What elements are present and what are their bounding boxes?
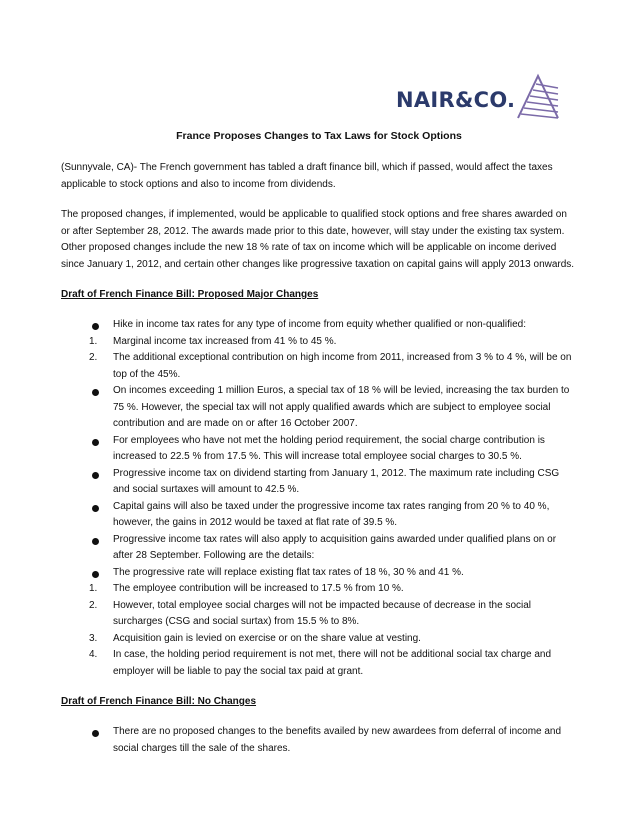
list-item (61, 598, 577, 631)
list-item-text: The progressive rate will replace existing flat tax rates of 18 %, 30 % and 41 %. (113, 566, 464, 578)
list-item-text: The additional exceptional contribution on high income from 2011, increased from 3 % to 4 %, will be on top of the 45%. (113, 352, 572, 380)
list-item (61, 724, 577, 757)
section-heading-no-changes: Draft of French Finance Bill: No Changes (61, 696, 257, 707)
bullet-icon (92, 571, 99, 578)
list-item (61, 631, 577, 648)
list-number: 4. (89, 649, 98, 660)
logo-mark-icon (514, 72, 562, 120)
bullet-icon (92, 389, 99, 396)
list-item-text: Acquisition gain is levied on exercise or on the share value at vesting. (113, 632, 421, 644)
intro-paragraph: (Sunnyvale, CA)- The French government has tabled a draft finance bill, which if passed, would affect the taxes applicable to stock options and also to income from dividends. (61, 162, 553, 190)
list-item-text: The employee contribution will be increased to 17.5 % from 10 %. (113, 583, 404, 594)
list-item-text: Marginal income tax increased from 41 % to 45 %. (113, 335, 337, 347)
no-changes-list (61, 724, 577, 757)
list-item-text: On incomes exceeding 1 million Euros, a special tax of 18 % will be levied, increasing the tax burden to 75 %. However, the special tax will not apply qualified awards which are subject to employee social contribution and are made on or after 16 October 2007. (113, 385, 570, 429)
list-item (61, 317, 577, 334)
list-item (61, 499, 577, 532)
list-item-text: However, total employee social charges will not be impacted because of decrease in the social surcharges (CSG and social surtax) from 15.5 % to 8%. (113, 599, 532, 627)
list-item-text: Progressive income tax on dividend starting from January 1, 2012. The maximum rate including CSG and social surtaxes will amount to 42.5 %. (113, 467, 560, 495)
list-item (61, 433, 577, 466)
list-item (61, 334, 577, 351)
list-item-text: There are no proposed changes to the benefits availed by new awardees from deferral of income and social charges till the sale of the shares. (113, 726, 562, 754)
list-item-text: Progressive income tax rates will also apply to acquisition gains awarded under qualified plans on or after 28 September. Following are the details: (113, 533, 557, 561)
logo-text: NAIR&CO. (396, 88, 516, 112)
list-item (61, 466, 577, 499)
bullet-icon (92, 730, 99, 737)
bullet-icon (92, 538, 99, 545)
document-body (61, 128, 577, 771)
list-item-text: For employees who have not met the holding period requirement, the social charge contribution is increased to 22.5 % from 17.5 %. This will increase total employee social charges to 30.5 %. (113, 434, 545, 462)
list-number: 2. (89, 352, 98, 363)
list-item (61, 350, 577, 383)
list-item (61, 383, 577, 433)
list-number: 3. (89, 632, 98, 644)
list-item (61, 532, 577, 565)
list-number: 1. (89, 335, 98, 347)
list-item-text: Capital gains will also be taxed under the progressive income tax rates ranging from 20 % to 40 %, however, the gains in 2012 would be taxed at flat rate of 39.5 %. (113, 500, 550, 528)
list-item (61, 581, 577, 598)
list-item-text: Hike in income tax rates for any type of income from equity whether qualified or non-qualified: (113, 319, 526, 330)
bullet-icon (92, 323, 99, 330)
list-item (61, 647, 577, 680)
list-number: 1. (89, 583, 98, 594)
company-logo (396, 72, 566, 124)
bullet-icon (92, 505, 99, 512)
list-item (61, 565, 577, 582)
changes-paragraph: The proposed changes, if implemented, would be applicable to qualified stock options and free shares awarded on or after September 28, 2012. The awards made prior to this date, however, will stay under the existing tax system. Other proposed changes include the new 18 % rate of tax on income which will be applicable on income derived since January 1, 2012, and certain other changes like progressive taxation on capital gains will apply 2013 onwards. (61, 209, 575, 270)
document-title: France Proposes Changes to Tax Laws for Stock Options (176, 130, 462, 142)
bullet-icon (92, 472, 99, 479)
major-changes-list (61, 317, 577, 680)
list-number: 2. (89, 599, 98, 611)
bullet-icon (92, 439, 99, 446)
list-item-text: In case, the holding period requirement is not met, there will not be additional social tax charge and employer will be liable to pay the social tax paid at grant. (113, 649, 552, 677)
section-heading-major-changes: Draft of French Finance Bill: Proposed Major Changes (61, 289, 319, 300)
